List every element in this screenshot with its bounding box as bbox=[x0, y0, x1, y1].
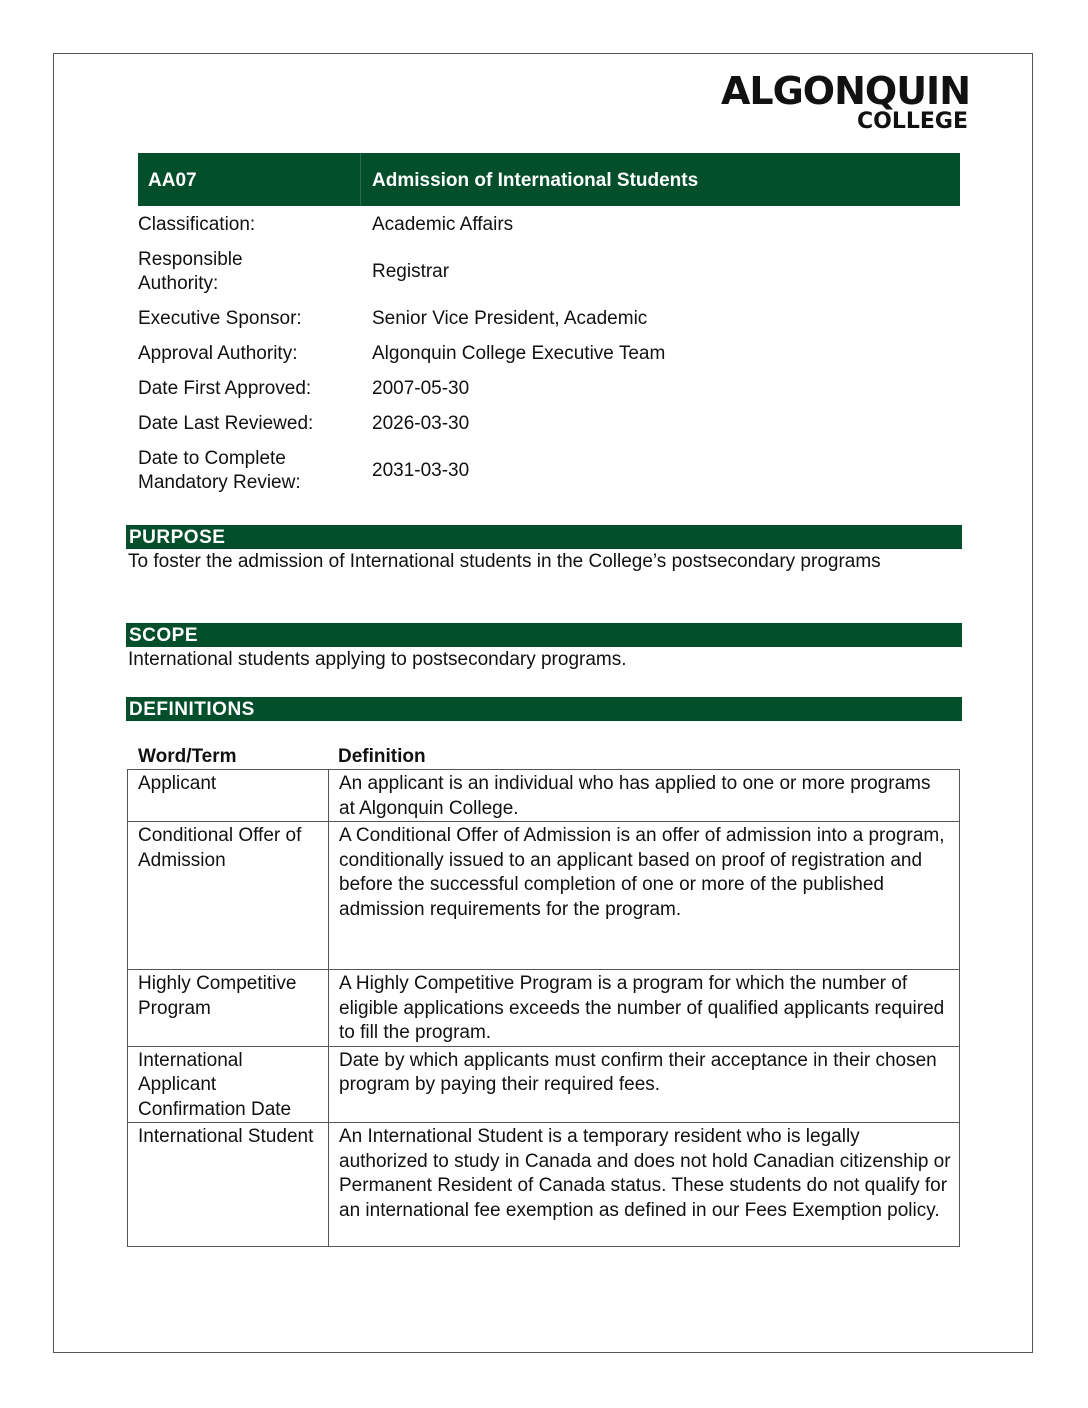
term-cell: Applicant bbox=[128, 770, 329, 822]
term-cell: Highly Competitive Program bbox=[128, 970, 329, 1047]
purpose-heading: PURPOSE bbox=[126, 525, 962, 549]
header-divider bbox=[360, 153, 361, 206]
table-row bbox=[128, 970, 960, 1047]
term-cell: International Applicant Confirmation Date bbox=[128, 1046, 329, 1123]
term-cell: International Student bbox=[128, 1123, 329, 1247]
logo-line1: ALGONQUIN bbox=[720, 69, 970, 113]
definition-cell: An applicant is an individual who has applied to one or more programs at Algonquin College. bbox=[329, 770, 960, 822]
policy-title: Admission of International Students bbox=[372, 170, 699, 191]
definitions-table bbox=[127, 769, 960, 1247]
meta-label: Responsible Authority: bbox=[138, 249, 243, 294]
meta-value: Academic Affairs bbox=[372, 214, 514, 235]
column-header-term: Word/Term bbox=[138, 746, 237, 767]
table-row bbox=[128, 822, 960, 970]
meta-value: 2026-03-30 bbox=[372, 413, 470, 434]
term-cell: Conditional Offer of Admission bbox=[128, 822, 329, 970]
policy-header bbox=[138, 153, 960, 206]
meta-label: Date First Approved: bbox=[138, 378, 312, 399]
meta-value: Algonquin College Executive Team bbox=[372, 343, 666, 364]
meta-value: Registrar bbox=[372, 261, 450, 282]
definition-cell: An International Student is a temporary resident who is legally authorized to study in Canada and does not hold Canadian citizenship or Permanent Resident of Canada status. These students do not qualify for an international fee exemption as defined in our Fees Exemption policy. bbox=[329, 1123, 960, 1247]
meta-label: Executive Sponsor: bbox=[138, 308, 302, 329]
table-row bbox=[128, 1046, 960, 1123]
algonquin-college-logo bbox=[712, 69, 970, 134]
definition-cell: Date by which applicants must confirm their acceptance in their chosen program by paying their required fees. bbox=[329, 1046, 960, 1123]
definition-cell: A Highly Competitive Program is a program for which the number of eligible applications exceeds the number of qualified applicants required to fill the program. bbox=[329, 970, 960, 1047]
meta-value: 2007-05-30 bbox=[372, 378, 470, 399]
scope-heading: SCOPE bbox=[126, 623, 962, 647]
column-header-definition: Definition bbox=[338, 746, 426, 767]
meta-label: Date Last Reviewed: bbox=[138, 413, 314, 434]
logo-line2: COLLEGE bbox=[857, 109, 968, 134]
meta-value: 2031-03-30 bbox=[372, 460, 470, 481]
scope-text: International students applying to postsecondary programs. bbox=[128, 649, 627, 670]
meta-label: Classification: bbox=[138, 214, 256, 235]
definitions-heading: DEFINITIONS bbox=[126, 697, 962, 721]
definition-cell: A Conditional Offer of Admission is an offer of admission into a program, conditionally issued to an applicant based on proof of registration and before the successful completion of one or more of the published admission requirements for the program. bbox=[329, 822, 960, 970]
table-row bbox=[128, 770, 960, 822]
meta-value: Senior Vice President, Academic bbox=[372, 308, 648, 329]
table-row bbox=[128, 1123, 960, 1247]
policy-code: AA07 bbox=[148, 170, 197, 191]
purpose-text: To foster the admission of International students in the College’s postsecondary programs bbox=[128, 551, 881, 572]
meta-label: Date to Complete Mandatory Review: bbox=[138, 448, 301, 493]
meta-label: Approval Authority: bbox=[138, 343, 298, 364]
